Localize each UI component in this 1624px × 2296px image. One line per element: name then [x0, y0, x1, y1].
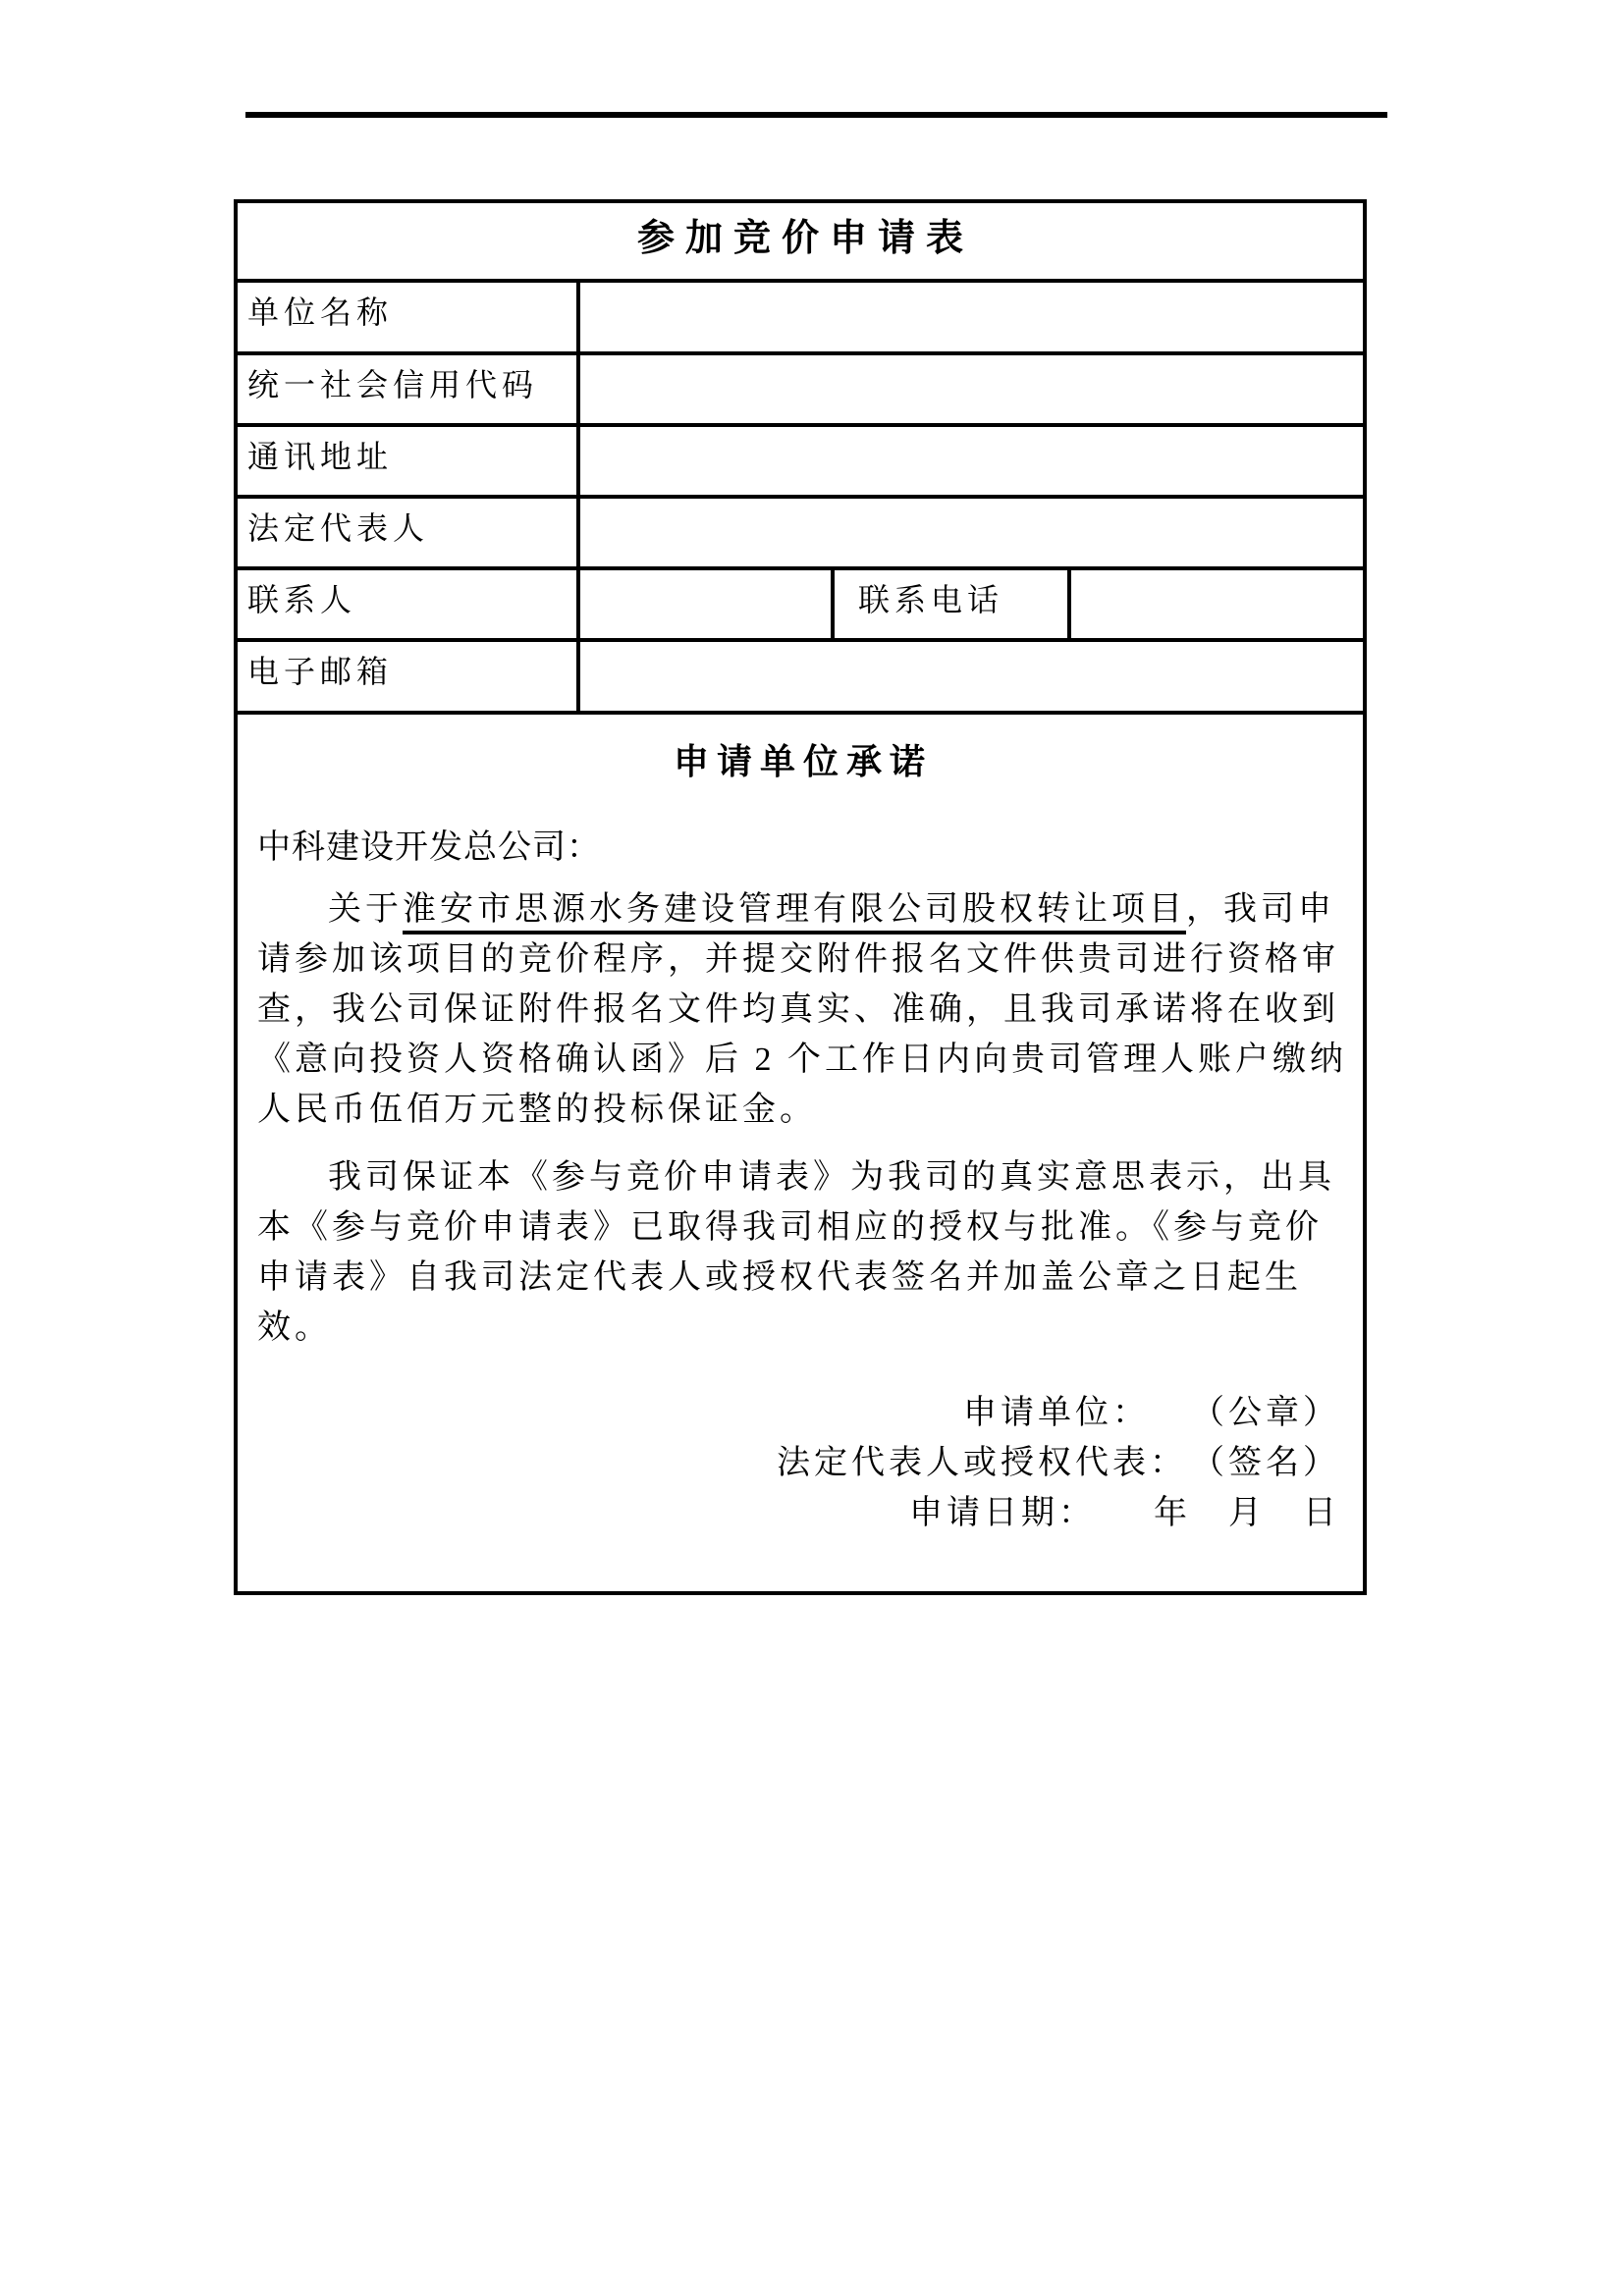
underlined-project-name: 淮安市思源水务建设管理有限公司股权转让项目	[403, 891, 1186, 934]
field-label-legal-representative: 法定代表人	[238, 499, 580, 566]
commitment-paragraph-1	[257, 884, 1347, 1135]
field-value-contact-phone	[1071, 570, 1363, 638]
paragraph-line: 申请表》自我司法定代表人或授权代表签名并加盖公章之日起生	[257, 1259, 1302, 1296]
field-label-unit-name: 单位名称	[238, 283, 580, 351]
field-row-contact	[238, 570, 1363, 642]
paragraph-line: 查，我公司保证附件报名文件均真实、准确，且我司承诺将在收到	[257, 991, 1339, 1028]
field-row-email	[238, 642, 1363, 715]
field-row-address	[238, 427, 1363, 499]
field-row-unit-name	[238, 283, 1363, 355]
field-value-contact-person	[580, 570, 835, 638]
paragraph-line: 《意向投资人资格确认函》后 2 个工作日内向贵司管理人账户缴纳	[257, 1041, 1347, 1078]
field-label-address: 通讯地址	[238, 427, 580, 495]
field-label-credit-code: 统一社会信用代码	[238, 355, 580, 423]
field-row-legal-representative	[238, 499, 1363, 570]
field-label-contact-person: 联系人	[238, 570, 580, 638]
field-label-email: 电子邮箱	[238, 642, 580, 711]
field-value-credit-code	[580, 355, 1363, 423]
salutation-line: 中科建设开发总公司：	[257, 829, 601, 866]
paragraph-line: 我司保证本《参与竞价申请表》为我司的真实意思表示，出具	[328, 1159, 1335, 1196]
signature-line-applicant: 申请单位： （公章）	[963, 1395, 1340, 1431]
paragraph-line: 人民币伍佰万元整的投标保证金。	[257, 1092, 817, 1128]
form-title: 参加竞价申请表	[636, 217, 974, 259]
field-label-contact-phone: 联系电话	[835, 570, 1071, 638]
field-row-credit-code	[238, 355, 1363, 427]
paragraph-line	[257, 884, 1341, 934]
signature-line-date: 申请日期： 年 月 日	[909, 1495, 1340, 1531]
commitment-section	[238, 715, 1363, 1591]
field-value-address	[580, 427, 1363, 495]
paragraph-line: 本《参与竞价申请表》已取得我司相应的授权与批准。《参与竞价	[257, 1209, 1323, 1246]
form-title-row	[238, 203, 1363, 283]
paragraph-line: 请参加该项目的竞价程序，并提交附件报名文件供贵司进行资格审	[257, 941, 1339, 978]
field-value-unit-name	[580, 283, 1363, 351]
commitment-heading: 申请单位承诺	[673, 742, 933, 781]
application-form-table	[234, 199, 1367, 1595]
signature-line-representative: 法定代表人或授权代表： （签名）	[777, 1445, 1340, 1481]
line1-suffix: ，我司申	[1186, 891, 1335, 928]
line1-prefix: 关于	[328, 891, 403, 928]
paragraph-line: 效。	[257, 1309, 332, 1346]
field-value-legal-representative	[580, 499, 1363, 566]
commitment-paragraph-2	[257, 1152, 1341, 1353]
field-value-email	[580, 642, 1363, 711]
page-header-rule	[245, 112, 1387, 118]
signature-block	[257, 1388, 1341, 1538]
